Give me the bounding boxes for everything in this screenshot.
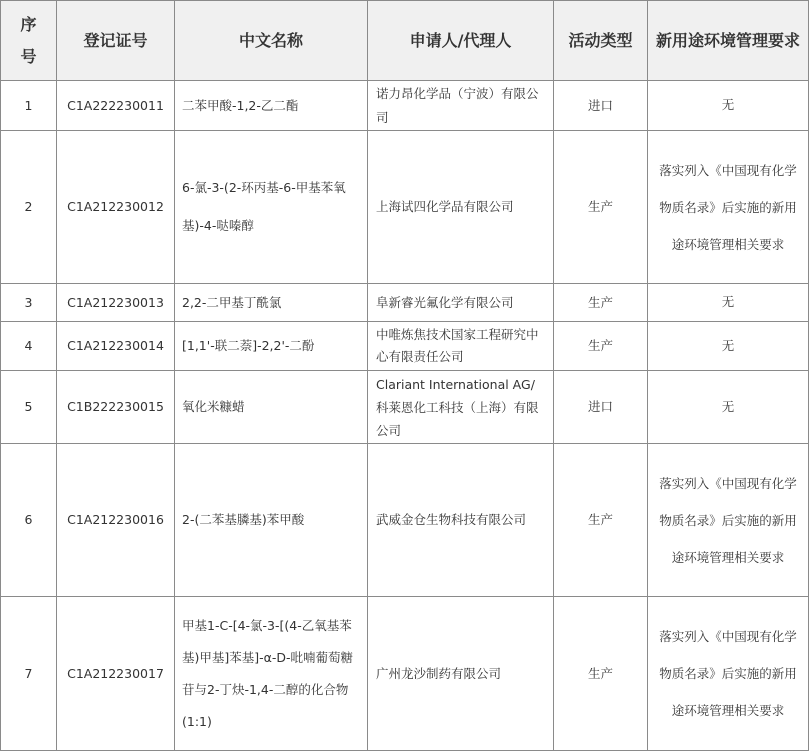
cell-reg-no: C1A212230012 <box>57 131 175 284</box>
cell-applicant: 阜新睿光氟化学有限公司 <box>368 284 554 322</box>
cell-activity: 生产 <box>554 597 648 751</box>
table-row <box>1 371 809 444</box>
cell-req: 无 <box>648 371 809 444</box>
cell-cn-name: 氧化米糠蜡 <box>175 371 368 444</box>
cell-applicant: 广州龙沙制药有限公司 <box>368 597 554 751</box>
header-req: 新用途环境管理要求 <box>648 1 809 81</box>
cell-cn-name: 6-氯-3-(2-环丙基-6-甲基苯氧基)-4-哒嗪醇 <box>175 131 368 284</box>
cell-reg-no: C1A212230014 <box>57 322 175 371</box>
cell-seq: 5 <box>1 371 57 444</box>
header-seq: 序号 <box>1 1 57 81</box>
cell-cn-name: 二苯甲酸-1,2-乙二酯 <box>175 81 368 131</box>
cell-applicant: 中唯炼焦技术国家工程研究中心有限责任公司 <box>368 322 554 371</box>
cell-reg-no: C1A212230017 <box>57 597 175 751</box>
table-row <box>1 284 809 322</box>
table-row <box>1 322 809 371</box>
cell-activity: 进口 <box>554 371 648 444</box>
cell-req: 无 <box>648 284 809 322</box>
cell-req: 落实列入《中国现有化学物质名录》后实施的新用途环境管理相关要求 <box>648 597 809 751</box>
cell-cn-name: [1,1'-联二萘]-2,2'-二酚 <box>175 322 368 371</box>
cell-reg-no: C1A212230016 <box>57 444 175 597</box>
table-row <box>1 597 809 751</box>
cell-applicant: Clariant International AG/科莱恩化工科技（上海）有限公司 <box>368 371 554 444</box>
cell-reg-no: C1A212230013 <box>57 284 175 322</box>
cell-activity: 生产 <box>554 284 648 322</box>
cell-seq: 6 <box>1 444 57 597</box>
table-header-row <box>1 1 809 81</box>
cell-seq: 3 <box>1 284 57 322</box>
header-activity: 活动类型 <box>554 1 648 81</box>
cell-cn-name: 2,2-二甲基丁酰氯 <box>175 284 368 322</box>
cell-reg-no: C1B222230015 <box>57 371 175 444</box>
cell-cn-name: 2-(二苯基膦基)苯甲酸 <box>175 444 368 597</box>
cell-req: 无 <box>648 81 809 131</box>
table-row <box>1 444 809 597</box>
cell-cn-name: 甲基1-C-[4-氯-3-[(4-乙氧基苯基)甲基]苯基]-α-D-吡喃葡萄糖苷与2-丁炔-1,4-二醇的化合物(1:1) <box>175 597 368 751</box>
cell-seq: 4 <box>1 322 57 371</box>
header-cn-name: 中文名称 <box>175 1 368 81</box>
cell-activity: 生产 <box>554 322 648 371</box>
cell-req: 无 <box>648 322 809 371</box>
cell-seq: 7 <box>1 597 57 751</box>
cell-req: 落实列入《中国现有化学物质名录》后实施的新用途环境管理相关要求 <box>648 444 809 597</box>
cell-seq: 2 <box>1 131 57 284</box>
cell-applicant: 诺力昂化学品（宁波）有限公司 <box>368 81 554 131</box>
cell-reg-no: C1A222230011 <box>57 81 175 131</box>
table-row <box>1 81 809 131</box>
header-reg-no: 登记证号 <box>57 1 175 81</box>
cell-seq: 1 <box>1 81 57 131</box>
table-row <box>1 131 809 284</box>
cell-activity: 生产 <box>554 444 648 597</box>
cell-activity: 进口 <box>554 81 648 131</box>
cell-applicant: 上海试四化学品有限公司 <box>368 131 554 284</box>
cell-activity: 生产 <box>554 131 648 284</box>
cell-applicant: 武威金仓生物科技有限公司 <box>368 444 554 597</box>
cell-req: 落实列入《中国现有化学物质名录》后实施的新用途环境管理相关要求 <box>648 131 809 284</box>
header-applicant: 申请人/代理人 <box>368 1 554 81</box>
